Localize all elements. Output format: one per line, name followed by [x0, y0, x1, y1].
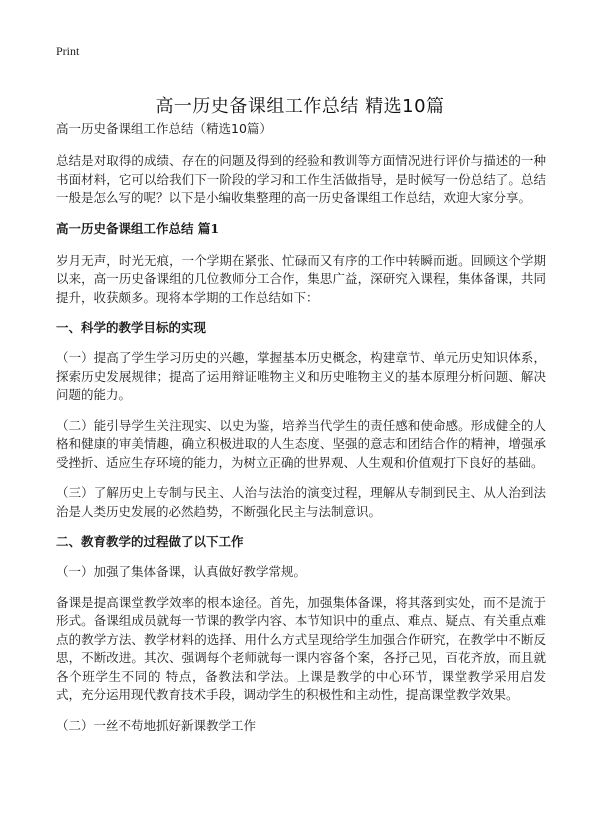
opening-paragraph: 岁月无声，时光无痕，一个学期在紧张、忙碌而又有序的工作中转瞬而逝。回顾这个学期以来，高一历史备课组的几位教师分工合作，集思广益，深研究入课程，集体备课，共同提升，收获颇多。现将本学期的工作总结如下： — [56, 252, 546, 305]
section-1-paragraph-3: （三）了解历史上专制与民主、人治与法治的演变过程，理解从专制到民主、从人治到法治是人类历史发展的必然趋势，不断强化民主与法制意识。 — [56, 485, 546, 519]
document-title: 高一历史备课组工作总结 精选10篇 — [155, 96, 445, 118]
intro-paragraph: 总结是对取得的成绩、存在的问题及得到的经验和教训等方面情况进行评价与描述的一种书面材料，它可以给我们下一阶段的学习和工作生活做指导，是时候写一份总结了。总结一般是怎么写的呢？以下是小编收集整理的高一历史备课组工作总结，欢迎大家分享。 — [56, 153, 546, 205]
print-label[interactable]: Print — [56, 44, 80, 58]
section-2-paragraph-3: （二）一丝不苟地抓好新课教学工作 — [56, 717, 257, 733]
section-1-paragraph-2: （二）能引导学生关注现实、以史为鉴，培养当代学生的责任感和使命感。形成健全的人格和健康的审美情趣，确立积极进取的人生态度、坚强的意志和团结合作的精神，增强承受挫折、适应生存环境的能力，为树立正确的世界观、人生观和价值观打下良好的基础。 — [56, 417, 546, 470]
section-1-paragraph-1: （一）提高了学生学习历史的兴趣，掌握基本历史概念，构建章节、单元历史知识体系，探索历史发展规律；提高了运用辩证唯物主义和历史唯物主义的基本原理分析问题、解决问题的能力。 — [56, 350, 546, 402]
section-2-paragraph-2: 备课是提高课堂教学效率的根本途径。首先，加强集体备课，将其落到实处，而不是流于形式。备课组成员就每一节课的教学内容、本节知识中的重点、难点、疑点、有关重点难点的教学方法、教学材料的选择、用什么方式呈现给学生加强合作研究，在教学中不断反思，不断改进。其次、强调每个老师就每一课内容备个案，各抒己见，百花齐放，而且就各个班学生不同的 特点，备教法和学法。上课是教学的中心环节，课堂教学采用启发式，充分运用现代教育技术手段，调动学生的积极性和主动性，提高课堂教学效果。 — [56, 594, 546, 702]
section-2-paragraph-1: （一）加强了集体备课，认真做好教学常规。 — [56, 564, 307, 579]
section-2-heading: 二、教育教学的过程做了以下工作 — [56, 534, 244, 549]
document-subtitle: 高一历史备课组工作总结（精选10篇） — [56, 121, 272, 136]
document-body — [56, 120, 546, 747]
piece-heading: 高一历史备课组工作总结 篇1 — [56, 220, 220, 236]
section-1-heading: 一、科学的教学目标的实现 — [56, 320, 207, 335]
